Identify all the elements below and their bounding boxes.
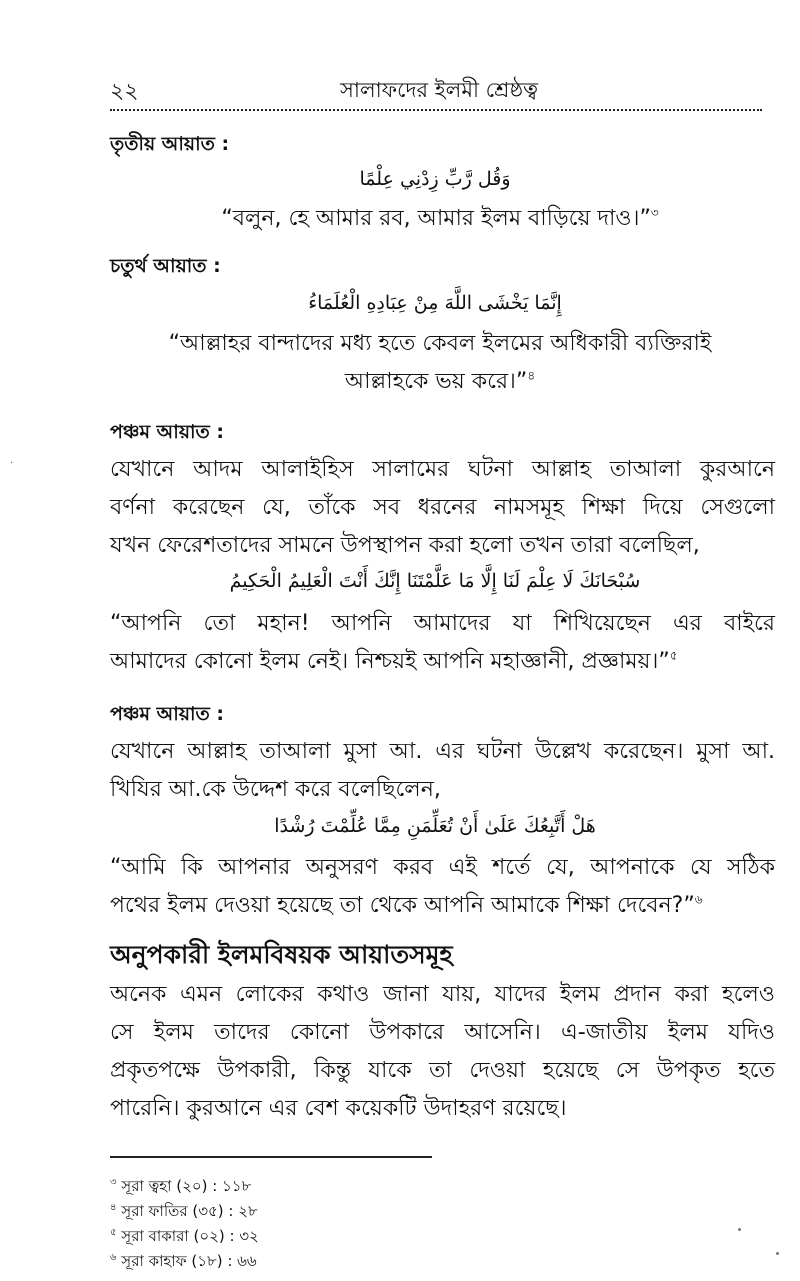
running-title: সালাফদের ইলমী শ্রেষ্ঠত্ব [340,78,539,102]
footnote-5 [110,1225,259,1250]
quote-2-line-2 [110,364,770,401]
page-header [110,74,760,110]
scan-speck [738,1228,741,1231]
paragraph-2-line-1: যেখানে আল্লাহ তাআলা মুসা আ. এর ঘটনা উল্লেখ করেছেন। মুসা আ. [110,739,775,764]
footnote-mark: ৫ [110,1227,117,1238]
quote-1 [110,201,770,238]
arabic-verse-1: وَقُل رَّبِّ زِدْنِي عِلْمًا [359,168,511,190]
paragraph-3-line-1: অনেক এমন লোকের কথাও জানা যায়, যাদের ইলম প্রদান করা হলেও [110,982,775,1007]
label-fifth-ayah-1: পঞ্চম আয়াত : [110,421,224,443]
arabic-verse-3: سُبْحَانَكَ لَا عِلْمَ لَنَا إِلَّا مَا عَلَّمْتَنَا إِنَّكَ أَنْتَ الْعَلِيمُ الْحَكِيمُ [229,570,641,592]
footnote-ref-3: ৩ [650,205,659,220]
quote-2-line-2-text: আল্লাহকে ভয় করে।” [344,369,528,394]
footnote-ref-4: ৪ [527,368,536,383]
scan-speck [776,1252,779,1255]
footnote-text: সূরা কাহাফ (১৮) : ৬৬ [121,1252,257,1270]
scan-mark: · [10,458,14,469]
footnote-4 [110,1200,258,1225]
quote-4-line-1: “আমি কি আপনার অনুসরণ করব এই শর্তে যে, আপনাকে যে সঠিক [110,855,775,880]
quote-3-line-2-text: আমাদের কোনো ইলম নেই। নিশ্চয়ই আপনি মহাজ্ঞানী, প্রজ্ঞাময়।” [110,649,670,674]
label-fifth-ayah-2: পঞ্চম আয়াত : [110,703,224,725]
footnote-ref-6: ৬ [694,892,703,907]
quote-3-line-1: “আপনি তো মহান! আপনি আমাদের যা শিখিয়েছেন এর বাইরে [110,611,775,636]
paragraph-1-line-2: বর্ণনা করেছেন যে, তাঁকে সব ধরনের নামসমূহ শিক্ষা দিয়ে সেগুলো [110,495,775,520]
footnote-text: সূরা ফাতির (৩৫) : ২৮ [121,1202,258,1220]
arabic-verse-2: إِنَّمَا يَخْشَى اللَّهَ مِنْ عِبَادِهِ الْعُلَمَاءُ [308,292,562,314]
quote-4-line-2-text: পথের ইলম দেওয়া হয়েছে তা থেকে আপনি আমাকে শিক্ষা দেবেন?” [110,893,695,918]
header-dotted-rule [110,109,762,111]
footnote-mark: ৬ [110,1252,117,1263]
page-number: ২২ [110,79,139,104]
quote-3-line-2 [110,644,775,681]
footnote-ref-5: ৫ [669,648,678,663]
quote-1-text: “বলুন, হে আমার রব, আমার ইলম বাড়িয়ে দাও।” [221,206,651,231]
quote-2-line-1: “আল্লাহর বান্দাদের মধ্য হতে কেবল ইলমের অধিকারী ব্যক্তিরাই [168,331,712,356]
paragraph-1-line-1: যেখানে আদম আলাইহিস সালামের ঘটনা আল্লাহ তাআলা কুরআনে [110,457,775,482]
label-fourth-ayah: চতুর্থ আয়াত : [110,255,221,277]
footnote-text: সূরা বাকারা (০২) : ৩২ [121,1227,259,1245]
paragraph-3-line-4: পারেনি। কুরআনে এর বেশ কয়েকটি উদাহরণ রয়েছে। [110,1096,567,1121]
quote-4-line-2 [110,888,775,925]
paragraph-1-line-3: যখন ফেরেশতাদের সামনে উপস্থাপন করা হলো তখন তারা বলেছিল, [110,533,700,558]
footnote-text: সূরা ত্বহা (২০) : ১১৮ [121,1177,252,1195]
footnote-6 [110,1250,257,1275]
footnote-rule [110,1156,432,1158]
paragraph-3-line-3: প্রকৃতপক্ষে উপকারী, কিন্তু যাকে তা দেওয়া হয়েছে সে উপকৃত হতে [110,1058,775,1083]
footnote-3 [110,1175,251,1200]
footnote-mark: ৩ [110,1177,117,1188]
paragraph-3-line-2: সে ইলম তাদের কোনো উপকারে আসেনি। এ-জাতীয় ইলম যদিও [110,1020,775,1045]
arabic-verse-4: هَلْ أَتَّبِعُكَ عَلَىٰ أَنْ تُعَلِّمَنِ مِمَّا عُلِّمْتَ رُشْدًا [274,815,596,837]
section-heading: অনুপকারী ইলমবিষয়ক আয়াতসমূহ [110,940,453,969]
paragraph-2-line-2: খিযির আ.কে উদ্দেশ করে বলেছিলেন, [110,777,441,802]
label-third-ayah: তৃতীয় আয়াত : [110,133,230,155]
footnote-mark: ৪ [110,1202,117,1213]
